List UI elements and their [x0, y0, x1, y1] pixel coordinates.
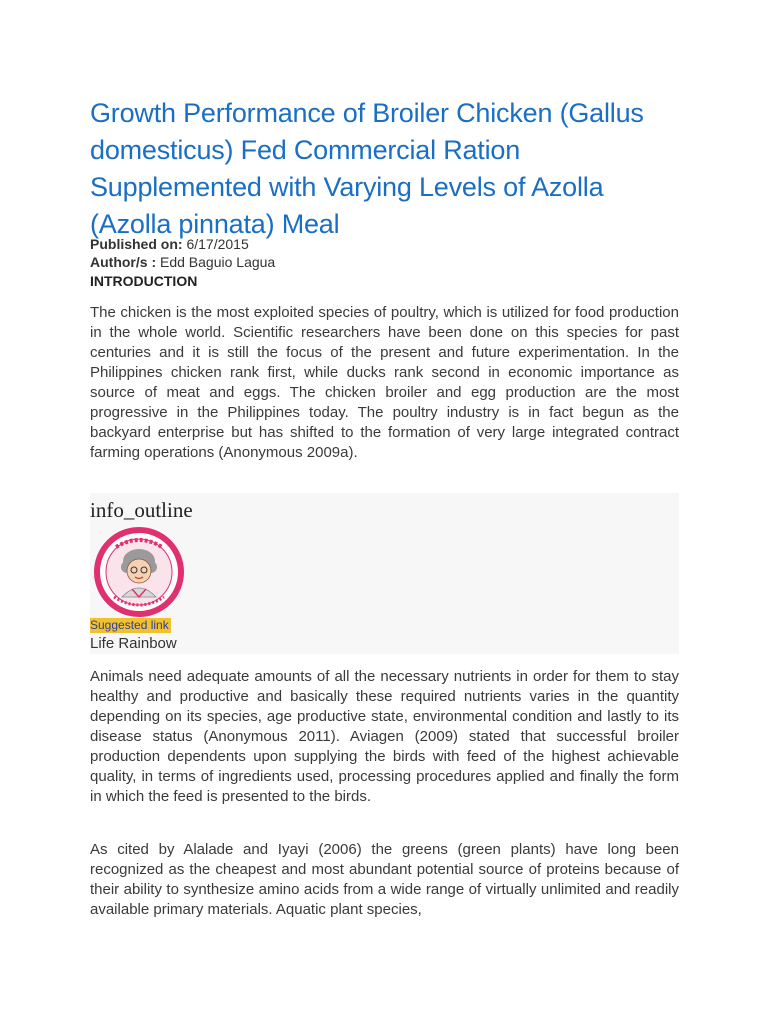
article-title: Growth Performance of Broiler Chicken (Gallus domesticus) Fed Commercial Ration Supplemented with Varying Levels of Azolla (Azolla pinnata) Meal	[90, 98, 644, 239]
author-name: Edd Baguio Lagua	[160, 254, 276, 270]
section-heading-introduction: INTRODUCTION	[90, 273, 198, 289]
suggested-link-name[interactable]: Life Rainbow	[90, 635, 177, 652]
paragraph: As cited by Alalade and Iyayi (2006) the greens (green plants) have long been recognized as the cheapest and most abundant potential source of proteins because of their ability to synthesize amino acids from a wide range of virtually unlimited and readily available primary materials. Aquatic plant species,	[90, 841, 679, 918]
paragraph: The chicken is the most exploited species of poultry, which is utilized for food production in the whole world. Scientific researchers have been done on this species for past centuries and it is still the focus of the present and future experimentation. In the Philippines chicken rank first, while ducks rank second in economic importance as source of meat and eggs. The chicken broiler and egg production are the most progressive in the Philippines today. The poultry industry is in fact begun as the backyard enterprise but has shifted to the formation of very large integrated contract farming operations (Anonymous 2009a).	[90, 304, 679, 461]
published-line	[90, 235, 679, 253]
paragraph: Animals need adequate amounts of all the necessary nutrients in order for them to stay healthy and productive and basically these required nutrients varies in the quantity depending on its species, age productive state, environmental condition and lastly to its disease status (Anonymous 2011). Aviagen (2009) stated that successful broiler production dependents upon supplying the birds with feed of the highest achievable quality, in terms of ingredients used, processing procedures applied and finally the form in which the feed is presented to the birds.	[90, 668, 679, 805]
suggested-link-tag[interactable]: Suggested link	[90, 618, 169, 632]
author-line	[90, 253, 679, 271]
suggested-link-card[interactable]	[90, 493, 679, 654]
published-date: 6/17/2015	[186, 236, 249, 252]
author-label: Author/s :	[90, 254, 157, 270]
info-outline-icon: info_outline	[90, 498, 193, 522]
published-label: Published on:	[90, 236, 183, 252]
life-rainbow-logo[interactable]	[94, 527, 184, 617]
